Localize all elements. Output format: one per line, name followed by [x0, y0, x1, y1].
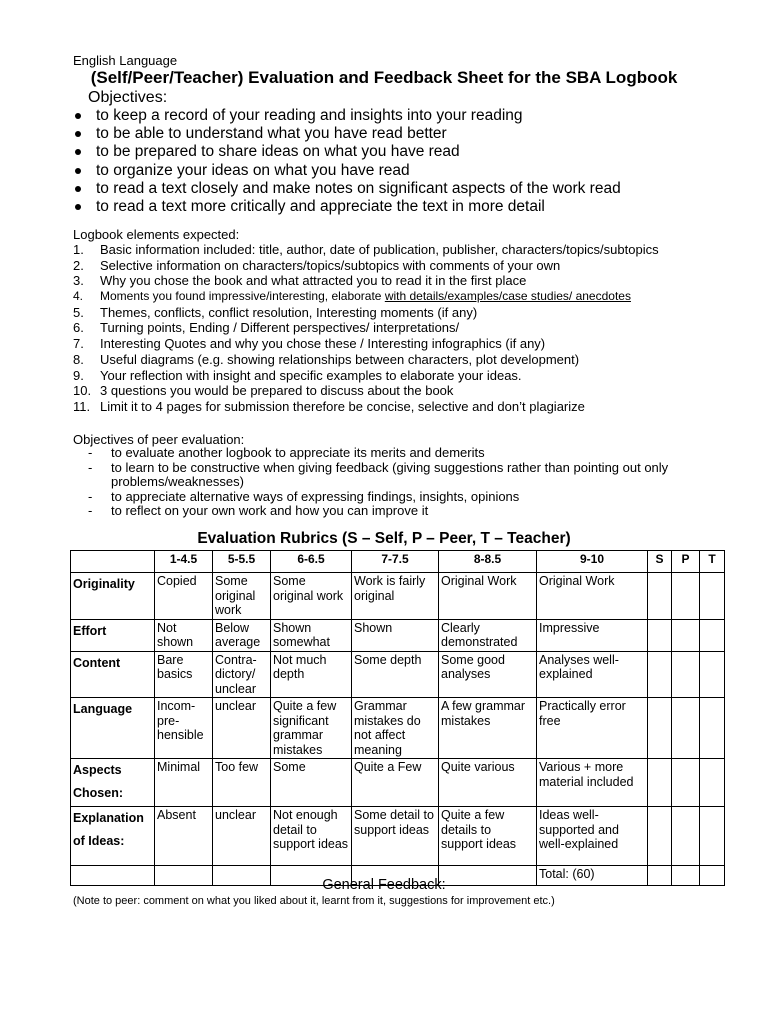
score-cell-teacher[interactable]	[700, 619, 725, 651]
peer-objective-item: - to reflect on your own work and how you can improve it	[88, 503, 429, 518]
score-cell-self[interactable]	[648, 573, 672, 620]
score-cell-peer[interactable]	[672, 619, 700, 651]
rubric-cell: Copied	[155, 573, 213, 620]
rubric-cell: Incom-pre-hensible	[155, 698, 213, 759]
dash-bullet-icon: -	[88, 503, 93, 518]
objective-item: to organize your ideas on what you have read	[73, 162, 621, 180]
logbook-element-item: 10. 3 questions you would be prepared to discuss about the book	[73, 383, 454, 399]
rubric-row-explanation-of-ideas	[71, 807, 725, 866]
peer-objective-item: - to evaluate another logbook to appreciate its merits and demerits	[88, 445, 485, 460]
score-cell-teacher[interactable]	[700, 651, 725, 698]
bullet-icon	[75, 186, 81, 192]
rubric-cell: Quite a Few	[352, 759, 439, 807]
header-cell: 1-4.5	[155, 551, 213, 573]
subject-label: English Language	[73, 53, 178, 68]
logbook-element-item: 4. Moments you found impressive/interesting, elaborate with details/examples/case studies/ anecdotes	[73, 289, 631, 304]
peer-evaluation-heading: Objectives of peer evaluation:	[73, 432, 245, 447]
rubric-cell: Original Work	[537, 573, 648, 620]
evaluation-rubric-table	[70, 550, 725, 886]
score-cell-self[interactable]	[648, 619, 672, 651]
score-cell-peer[interactable]	[672, 807, 700, 866]
objective-item: to read a text closely and make notes on significant aspects of the work read	[73, 180, 621, 198]
rubric-row-content	[71, 651, 725, 698]
header-cell: 5-5.5	[213, 551, 271, 573]
header-cell	[71, 551, 155, 573]
rubric-cell: Shown somewhat	[271, 619, 352, 651]
rubric-cell: Analyses well-explained	[537, 651, 648, 698]
rubric-cell: A few grammar mistakes	[439, 698, 537, 759]
rubric-title: Evaluation Rubrics (S – Self, P – Peer, T – Teacher)	[197, 530, 571, 547]
rubric-cell: Not much depth	[271, 651, 352, 698]
score-cell-teacher[interactable]	[700, 698, 725, 759]
general-feedback-heading: General Feedback:	[322, 877, 446, 893]
score-cell-self[interactable]	[648, 698, 672, 759]
objective-item: to be prepared to share ideas on what you have read	[73, 143, 621, 161]
rubric-cell: Minimal	[155, 759, 213, 807]
objectives-heading: Objectives:	[88, 89, 168, 106]
rubric-cell: Below average	[213, 619, 271, 651]
rubric-cell: Various + more material included	[537, 759, 648, 807]
total-label: Total: (60)	[537, 866, 648, 886]
rubric-row-aspects-chosen	[71, 759, 725, 807]
feedback-note: (Note to peer: comment on what you liked about it, learnt from it, suggestions for improvement etc.)	[73, 895, 555, 907]
rubric-cell: Contra-dictory/ unclear	[213, 651, 271, 698]
score-cell-peer[interactable]	[672, 759, 700, 807]
rubric-cell: Not shown	[155, 619, 213, 651]
header-cell: 9-10	[537, 551, 648, 573]
peer-objectives-list	[88, 446, 708, 519]
logbook-element-item: 5. Themes, conflicts, conflict resolution, Interesting moments (if any)	[73, 304, 478, 320]
rubric-cell: Too few	[213, 759, 271, 807]
rubric-cell: Grammar mistakes do not affect meaning	[352, 698, 439, 759]
rubric-row-effort	[71, 619, 725, 651]
bullet-icon	[75, 131, 81, 137]
rubric-cell: Some	[271, 759, 352, 807]
score-cell-self[interactable]	[648, 651, 672, 698]
rubric-cell: Work is fairly original	[352, 573, 439, 620]
logbook-element-item: 6. Turning points, Ending / Different perspectives/ interpretations/	[73, 320, 460, 336]
objectives-list	[73, 107, 621, 216]
logbook-element-item: 2. Selective information on characters/topics/subtopics with comments of your own	[73, 257, 561, 273]
score-cell-teacher[interactable]	[700, 759, 725, 807]
rubric-cell: Not enough detail to support ideas	[271, 807, 352, 866]
bullet-icon	[75, 168, 81, 174]
bullet-icon	[75, 204, 81, 210]
logbook-element-item: 8. Useful diagrams (e.g. showing relationships between characters, plot development)	[73, 351, 580, 367]
logbook-element-item: 11. Limit it to 4 pages for submission therefore be concise, selective and don’t plagiarize	[73, 398, 585, 414]
rubric-cell: Original Work	[439, 573, 537, 620]
criterion-cell: Originality	[71, 573, 155, 620]
header-cell: 6-6.5	[271, 551, 352, 573]
rubric-cell: Some original work	[213, 573, 271, 620]
score-cell-self[interactable]	[648, 807, 672, 866]
objective-item: to read a text more critically and appreciate the text in more detail	[73, 198, 621, 216]
criterion-cell: Content	[71, 651, 155, 698]
rubric-cell: Quite a few significant grammar mistakes	[271, 698, 352, 759]
header-cell-peer: P	[672, 551, 700, 573]
score-cell-teacher[interactable]	[700, 573, 725, 620]
rubric-row-originality	[71, 573, 725, 620]
logbook-elements-heading: Logbook elements expected:	[73, 227, 240, 242]
header-cell: 7-7.5	[352, 551, 439, 573]
logbook-element-item: 1. Basic information included: title, author, date of publication, publisher, characters/topics/subtopics	[73, 242, 659, 257]
score-cell-peer[interactable]	[672, 573, 700, 620]
rubric-cell: Absent	[155, 807, 213, 866]
logbook-element-item: 3. Why you chose the book and what attracted you to read it in the first place	[73, 273, 527, 289]
rubric-cell: unclear	[213, 698, 271, 759]
dash-bullet-icon: -	[88, 459, 93, 475]
logbook-elements-list	[73, 242, 659, 415]
rubric-row-language	[71, 698, 725, 759]
rubric-cell: Some original work	[271, 573, 352, 620]
header-cell: 8-8.5	[439, 551, 537, 573]
peer-objective-item: - to learn to be constructive when giving feedback (giving suggestions rather than pointing out only problems/weaknesses)	[88, 459, 669, 489]
logbook-element-item: 9. Your reflection with insight and specific examples to elaborate your ideas.	[73, 367, 522, 383]
header-cell-teacher: T	[700, 551, 725, 573]
rubric-header-row	[71, 551, 725, 573]
objective-item: to be able to understand what you have read better	[73, 125, 621, 143]
criterion-cell: Language	[71, 698, 155, 759]
header-cell-self: S	[648, 551, 672, 573]
objective-item: to keep a record of your reading and insights into your reading	[73, 107, 621, 125]
rubric-cell: Shown	[352, 619, 439, 651]
score-cell-self[interactable]	[648, 759, 672, 807]
dash-bullet-icon: -	[88, 488, 93, 504]
rubric-cell: unclear	[213, 807, 271, 866]
rubric-cell: Some detail to support ideas	[352, 807, 439, 866]
rubric-cell: Practically error free	[537, 698, 648, 759]
criterion-cell: Aspects Chosen:	[71, 759, 155, 807]
rubric-cell: Some depth	[352, 651, 439, 698]
rubric-cell: Bare basics	[155, 651, 213, 698]
rubric-cell: Impressive	[537, 619, 648, 651]
bullet-icon	[75, 113, 81, 119]
rubric-cell: Quite a few details to support ideas	[439, 807, 537, 866]
logbook-element-item: 7. Interesting Quotes and why you chose these / Interesting infographics (if any)	[73, 336, 546, 352]
rubric-cell: Some good analyses	[439, 651, 537, 698]
criterion-cell: Explanation of Ideas:	[71, 807, 155, 866]
rubric-cell: Quite various	[439, 759, 537, 807]
peer-objective-item: - to appreciate alternative ways of expressing findings, insights, opinions	[88, 488, 520, 504]
score-cell-teacher[interactable]	[700, 807, 725, 866]
score-cell-peer[interactable]	[672, 698, 700, 759]
criterion-cell: Effort	[71, 619, 155, 651]
bullet-icon	[75, 149, 81, 155]
rubric-cell: Ideas well-supported and well-explained	[537, 807, 648, 866]
score-cell-peer[interactable]	[672, 651, 700, 698]
dash-bullet-icon: -	[88, 445, 93, 460]
rubric-cell: Clearly demonstrated	[439, 619, 537, 651]
document-title: (Self/Peer/Teacher) Evaluation and Feedback Sheet for the SBA Logbook	[90, 68, 678, 87]
